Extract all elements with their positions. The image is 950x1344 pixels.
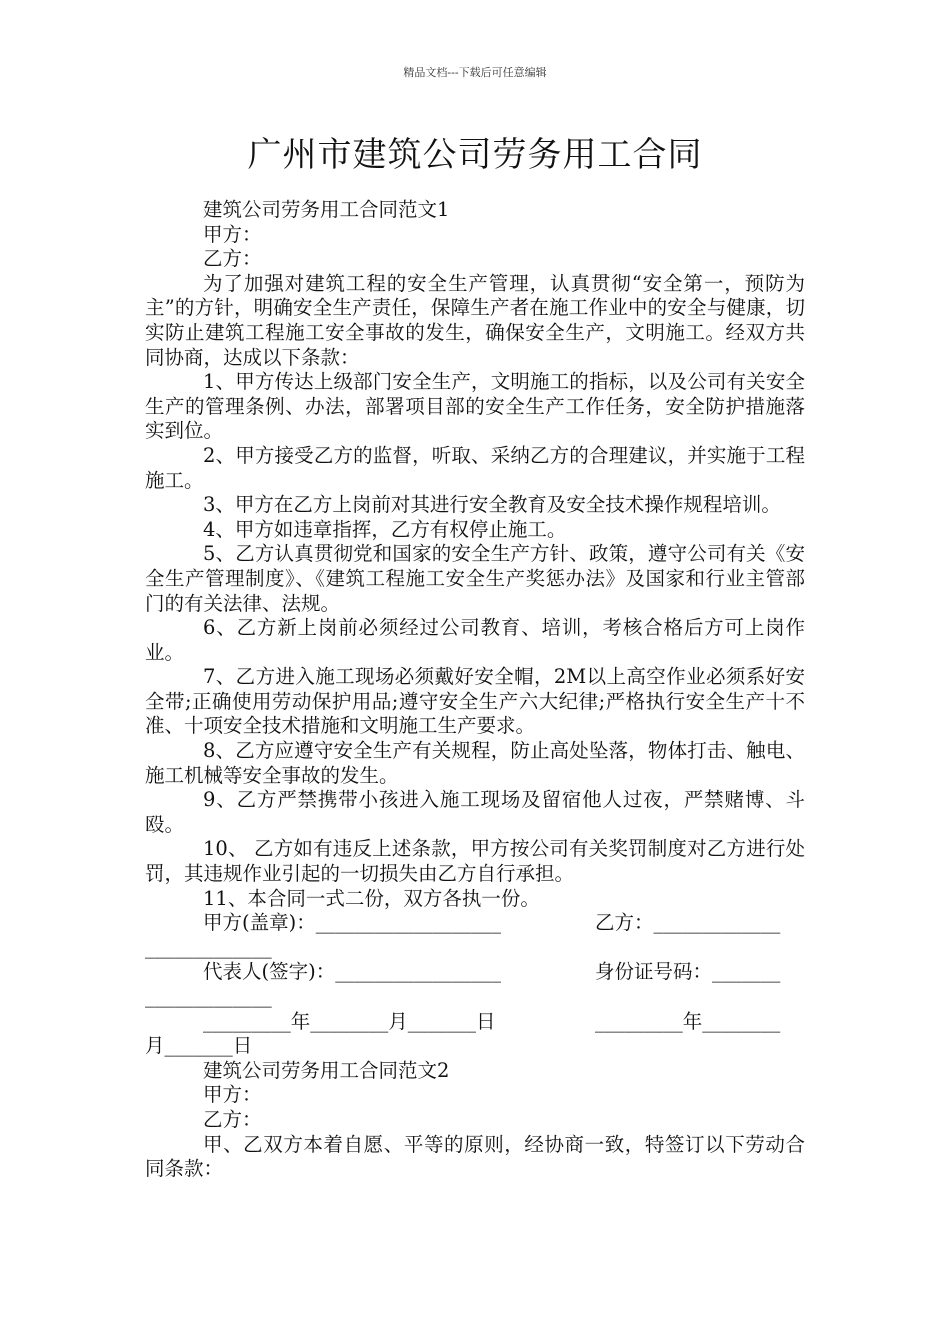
clause-10: 10、 乙方如有违反上述条款，甲方按公司有关奖罚制度对乙方进行处罚，其违规作业引起的一切损失由乙方自行承担。 xyxy=(145,837,805,886)
signature-row-date xyxy=(145,1010,805,1035)
date-field-a: _________年________月_______日 xyxy=(203,1009,496,1033)
party-a-line: 甲方： xyxy=(203,222,262,246)
date-field-b-continued: 月_______日 xyxy=(145,1034,253,1058)
clause-7: 7、乙方进入施工现场必须戴好安全帽，2M以上高空作业必须系好安全带;正确使用劳动保护用品;遵守安全生产六大纪律;严格执行安全生产十不准、十项安全技术措施和文明施工生产要求。 xyxy=(145,665,805,738)
section2-party-b-line: 乙方： xyxy=(203,1107,262,1131)
clause-1: 1、甲方传达上级部门安全生产，文明施工的指标，以及公司有关安全生产的管理条例、办法，部署项目部的安全生产工作任务，安全防护措施落实到位。 xyxy=(145,370,805,443)
clause-2: 2、甲方接受乙方的监督，听取、采纳乙方的合理建议，并实施于工程施工。 xyxy=(145,443,805,492)
id-number-field: 身份证号码：_______ xyxy=(595,960,781,984)
clause-5: 5、乙方认真贯彻党和国家的安全生产方针、政策，遵守公司有关《安全生产管理制度》、《建筑工程施工安全生产奖惩办法》及国家和行业主管部门的有关法律、法规。 xyxy=(145,542,805,615)
party-b-line: 乙方： xyxy=(203,247,262,271)
document-body xyxy=(145,198,805,1182)
clause-6: 6、乙方新上岗前必须经过公司教育、培训，考核合格后方可上岗作业。 xyxy=(145,616,805,664)
page-header: 精品文档---下载后可任意编辑 xyxy=(403,66,547,79)
party-b-field: 乙方：_____________ xyxy=(595,911,781,935)
clause-8: 8、乙方应遵守安全生产有关规程，防止高处坠落，物体打击、触电、施工机械等安全事故的发生。 xyxy=(145,739,805,787)
date-field-b: _________年________ xyxy=(595,1009,781,1033)
section2-party-a-line: 甲方： xyxy=(203,1083,262,1107)
party-a-seal-field: 甲方(盖章)：___________________ xyxy=(203,911,501,935)
party-b-field-continued: _____________ xyxy=(145,935,272,959)
clause-9: 9、乙方严禁携带小孩进入施工现场及留宿他人过夜，严禁赌博、斗殴。 xyxy=(145,788,805,836)
id-number-field-continued: _____________ xyxy=(145,985,272,1008)
signature-row-representative xyxy=(145,960,805,985)
clause-11: 11、本合同一式二份，双方各执一份。 xyxy=(203,886,540,910)
clause-3: 3、甲方在乙方上岗前对其进行安全教育及安全技术操作规程培训。 xyxy=(203,493,781,517)
signature-row-seal xyxy=(145,911,805,936)
section1-heading: 建筑公司劳务用工合同范文1 xyxy=(203,198,450,221)
intro-paragraph: 为了加强对建筑工程的安全生产管理，认真贯彻“安全第一，预防为主”的方针，明确安全生产责任，保障生产者在施工作业中的安全与健康，切实防止建筑工程施工安全事故的发生，确保安全生产，文明施工。经双方共同协商，达成以下条款： xyxy=(145,271,805,369)
section2-intro-paragraph: 甲、乙双方本着自愿、平等的原则，经协商一致，特签订以下劳动合同条款： xyxy=(145,1132,805,1181)
section2-heading: 建筑公司劳务用工合同范文2 xyxy=(203,1058,450,1082)
representative-field: 代表人(签字)：_________________ xyxy=(203,960,501,984)
clause-4: 4、甲方如违章指挥，乙方有权停止施工。 xyxy=(203,517,567,541)
document-title: 广州市建筑公司劳务用工合同 xyxy=(247,135,703,175)
